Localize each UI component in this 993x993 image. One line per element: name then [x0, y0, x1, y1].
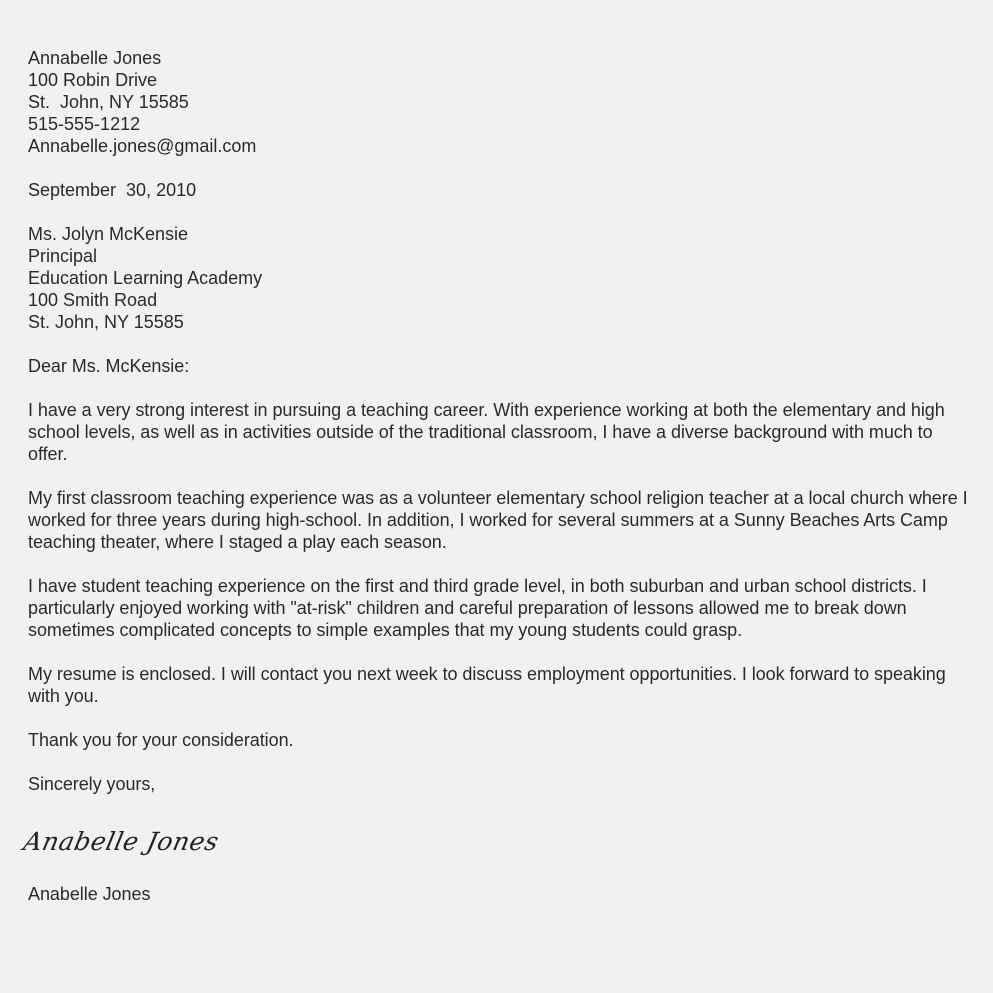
closing: Sincerely yours, — [28, 774, 156, 794]
recipient-organization: Education Learning Academy — [28, 268, 263, 288]
spacer — [28, 333, 973, 355]
sender-city-state-zip: St. John, NY 15585 — [28, 92, 189, 112]
recipient-address — [28, 223, 973, 333]
body-paragraph: My first classroom teaching experience was as a volunteer elementary school religion teacher at a local church where I worked for three years during high-school. In addition, I worked for several summers at a Sunny Beaches Arts Camp teaching theater, where I staged a play each season. — [28, 488, 968, 552]
letter-date-block — [28, 179, 973, 201]
sender-street: 100 Robin Drive — [28, 70, 158, 90]
recipient-city-state-zip: St. John, NY 15585 — [28, 312, 184, 332]
handwritten-signature: Anabelle Jones — [21, 827, 222, 856]
spacer — [28, 465, 973, 487]
sender-name: Annabelle Jones — [28, 48, 162, 68]
letter-date: September 30, 2010 — [28, 180, 197, 200]
signer-name: Anabelle Jones — [28, 884, 151, 904]
body-paragraph: My resume is enclosed. I will contact you next week to discuss employment opportunities. I look forward to speaking with you. — [28, 664, 946, 706]
sender-phone: 515-555-1212 — [28, 114, 141, 134]
spacer — [28, 157, 973, 179]
spacer — [28, 641, 973, 663]
sender-address — [28, 47, 973, 157]
spacer — [28, 553, 973, 575]
recipient-name: Ms. Jolyn McKensie — [28, 224, 189, 244]
recipient-street: 100 Smith Road — [28, 290, 158, 310]
body-paragraph: I have student teaching experience on the first and third grade level, in both suburban and urban school districts. I particularly enjoyed working with "at-risk" children and careful preparation of lessons allowed me to break down sometimes complicated concepts to simple examples that my young students could grasp. — [28, 576, 927, 640]
salutation: Dear Ms. McKensie: — [28, 356, 190, 376]
sender-email: Annabelle.jones@gmail.com — [28, 136, 257, 156]
body-paragraph: I have a very strong interest in pursuing a teaching career. With experience working at both the elementary and high school levels, as well as in activities outside of the traditional classroom, I have a diverse background with much to offer. — [28, 400, 945, 464]
spacer — [28, 751, 973, 773]
thank-you-line: Thank you for your consideration. — [28, 730, 294, 750]
spacer — [28, 201, 973, 223]
spacer — [28, 707, 973, 729]
spacer — [28, 377, 973, 399]
recipient-title: Principal — [28, 246, 98, 266]
